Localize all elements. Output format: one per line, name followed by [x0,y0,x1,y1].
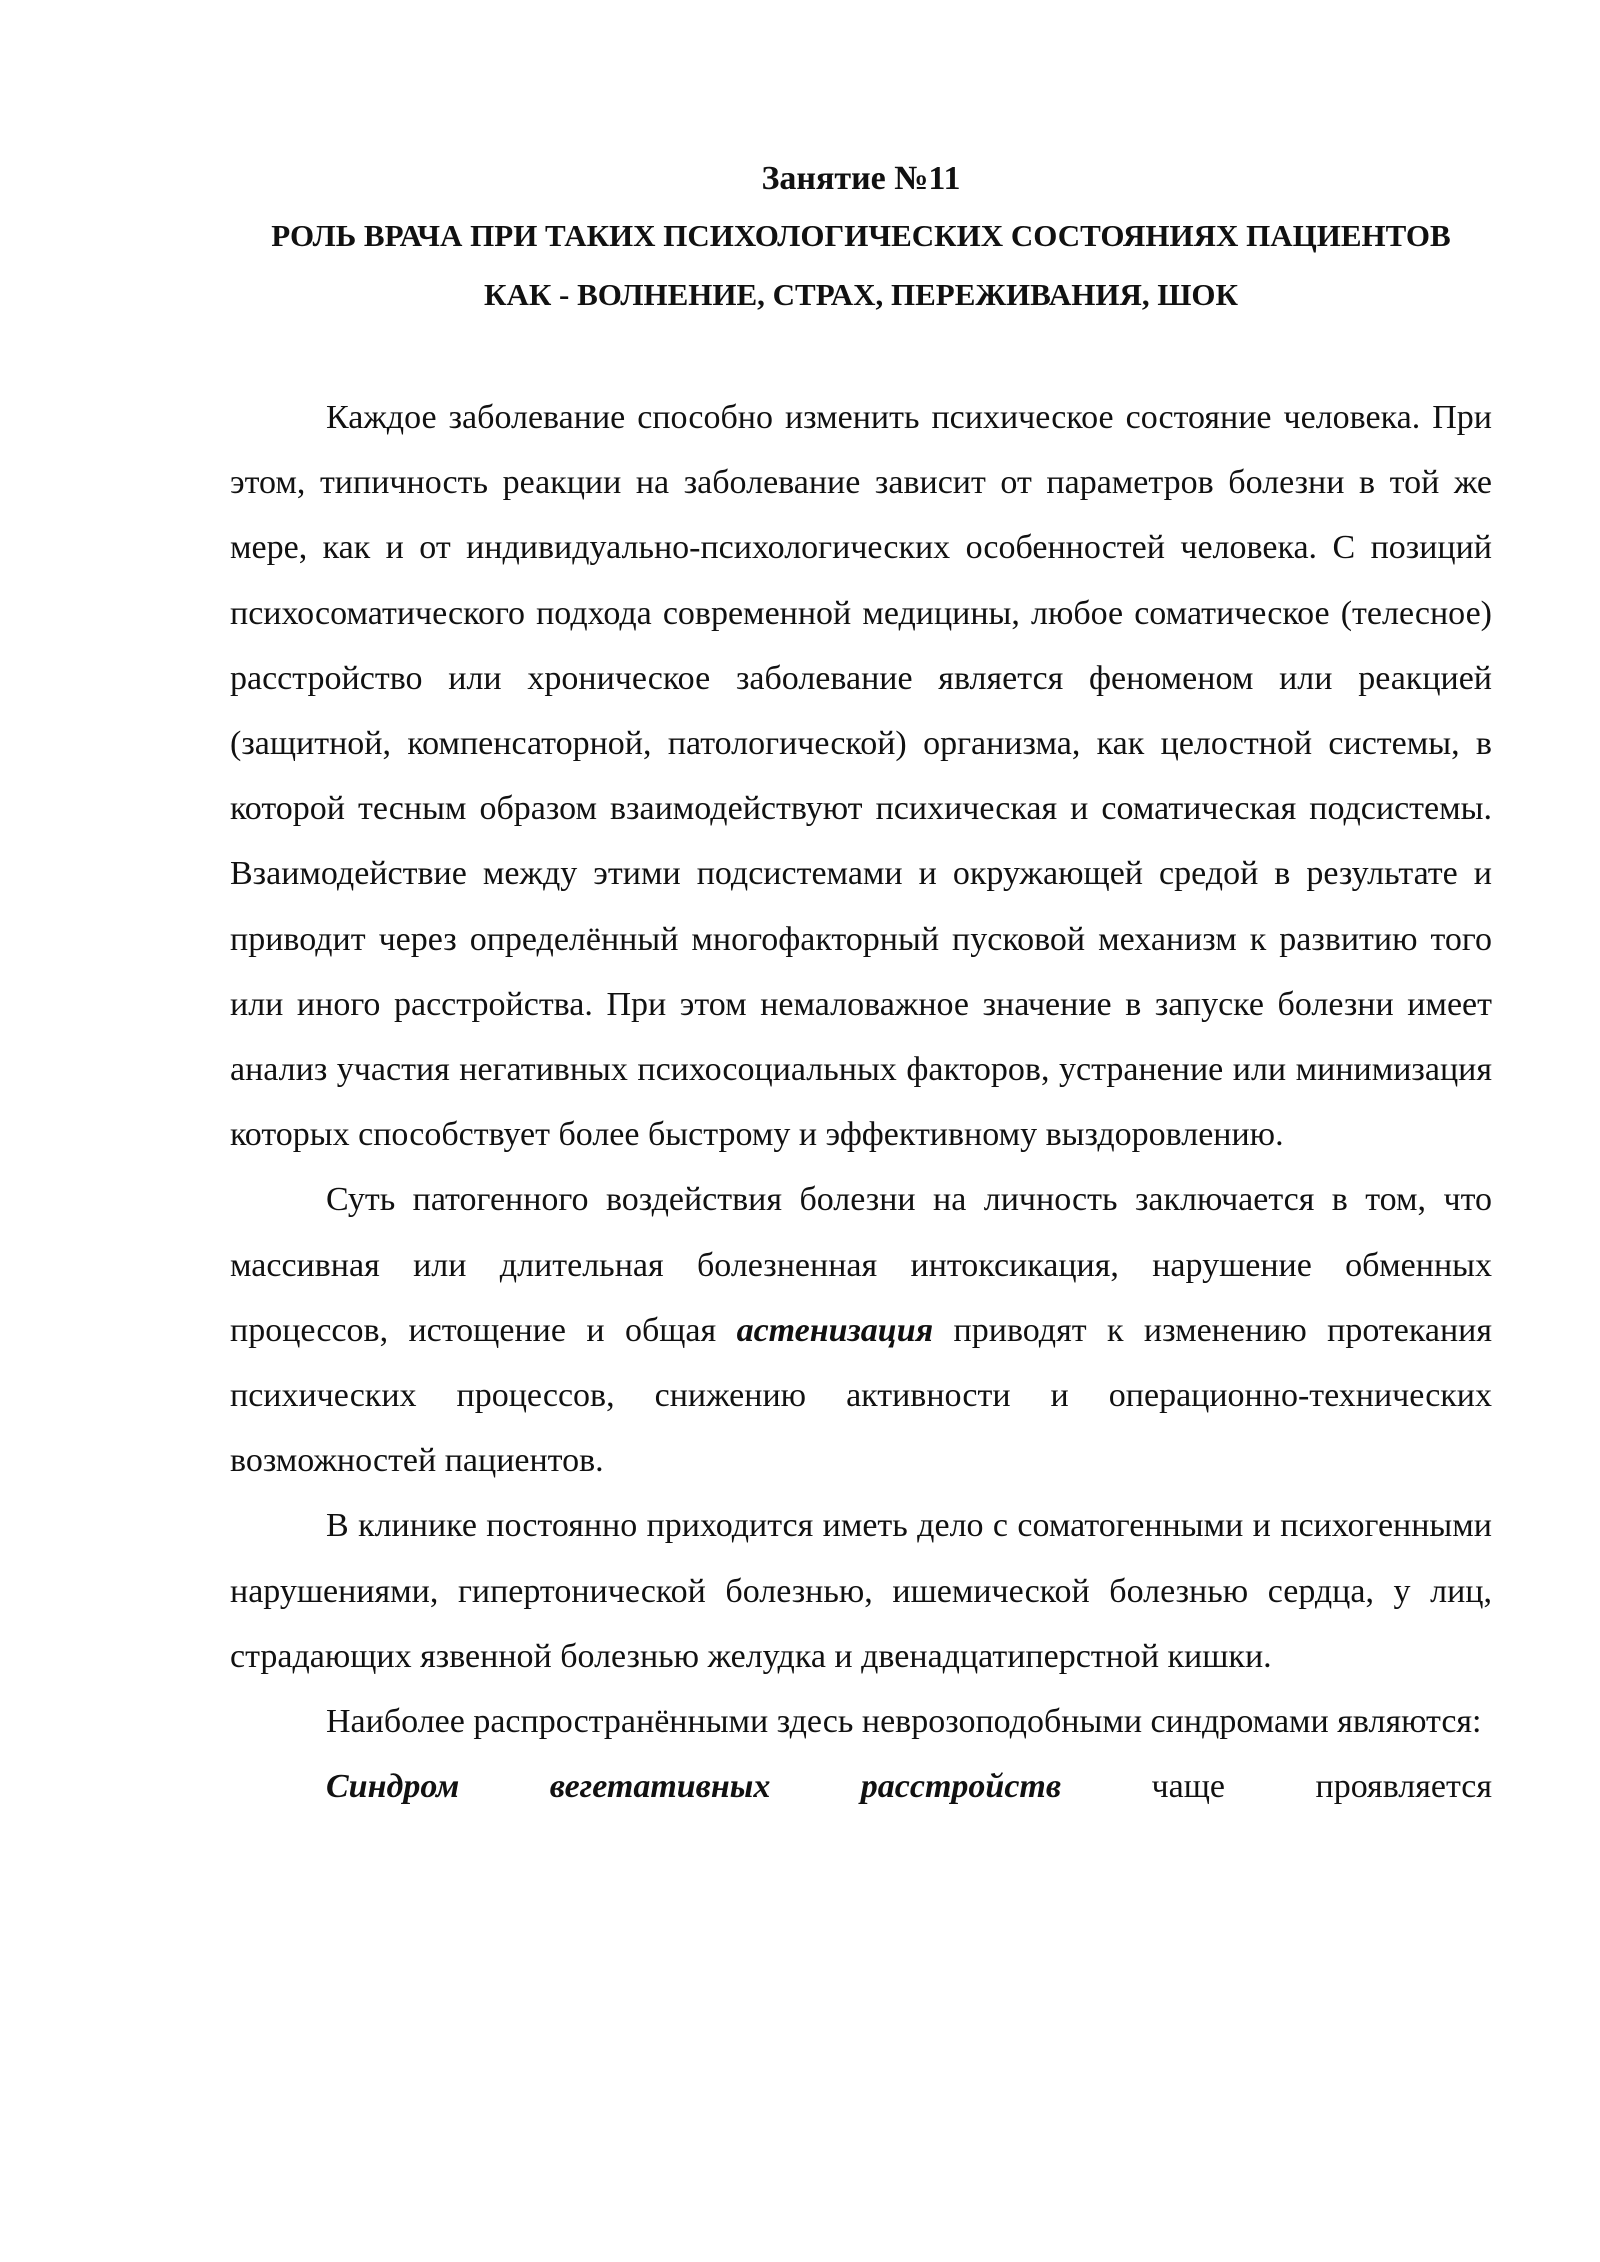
paragraph-vegetative-syndrome [230,1754,1492,1819]
topic-title-line-2: КАК - ВОЛНЕНИЕ, СТРАХ, ПЕРЕЖИВАНИЯ, ШОК [483,277,1239,312]
paragraph-syndromes-intro: Наиболее распространёнными здесь неврозоподобными синдромами являются: [326,1703,1482,1741]
paragraph-pathogenic-impact [230,1167,1492,1493]
paragraph-disease-mental-state: Каждое заболевание способно изменить психическое состояние человека. При этом, типичность реакции на заболевание зависит от параметров болезни в той же мере, как и от индивидуально-психологических особенностей человека. С позиций психосоматического подхода современной медицины, любое соматическое (телесное) расстройство или хроническое заболевание является феноменом или реакцией (защитной, компенсаторной, патологической) организма, как целостной системы, в которой тесным образом взаимодействуют психическая и соматическая подсистемы. Взаимодействие между этими подсистемами и окружающей средой в результате и приводит через определённый многофакторный пусковой механизм к развитию того или иного расстройства. При этом немаловажное значение в запуске болезни имеет анализ участия негативных психосоциальных факторов, устранение или минимизация которых способствует более быстрому и эффективному выздоровлению. [230,399,1492,1154]
paragraph-text: Суть патогенного воздействия болезни на личность заключается в том, что массивная или длительная болезненная интоксикация, нарушение обменных процессов, истощение и общая [230,1181,1492,1349]
paragraph-text: чаще проявляется [1061,1768,1492,1806]
document-header [230,152,1492,324]
term-vegetative-syndrome: Синдром вегетативных расстройств [326,1768,1062,1806]
lesson-number-title: Занятие №11 [761,160,961,197]
document-body [230,385,1492,1819]
paragraph-clinic-disorders: В клинике постоянно приходится иметь дело с соматогенными и психогенными нарушениями, гипертонической болезнью, ишемической болезнью сердца, у лиц, страдающих язвенной болезнью желудка и двенадцатиперстной кишки. [230,1507,1492,1675]
paragraph-text: приводят к изменению протекания психических процессов, снижению активности и операционно-технических возможностей пациентов. [230,1311,1492,1480]
term-astenization: астенизация [736,1311,934,1349]
topic-title-line-1: РОЛЬ ВРАЧА ПРИ ТАКИХ ПСИХОЛОГИЧЕСКИХ СОСТОЯНИЯХ ПАЦИЕНТОВ [271,218,1451,253]
